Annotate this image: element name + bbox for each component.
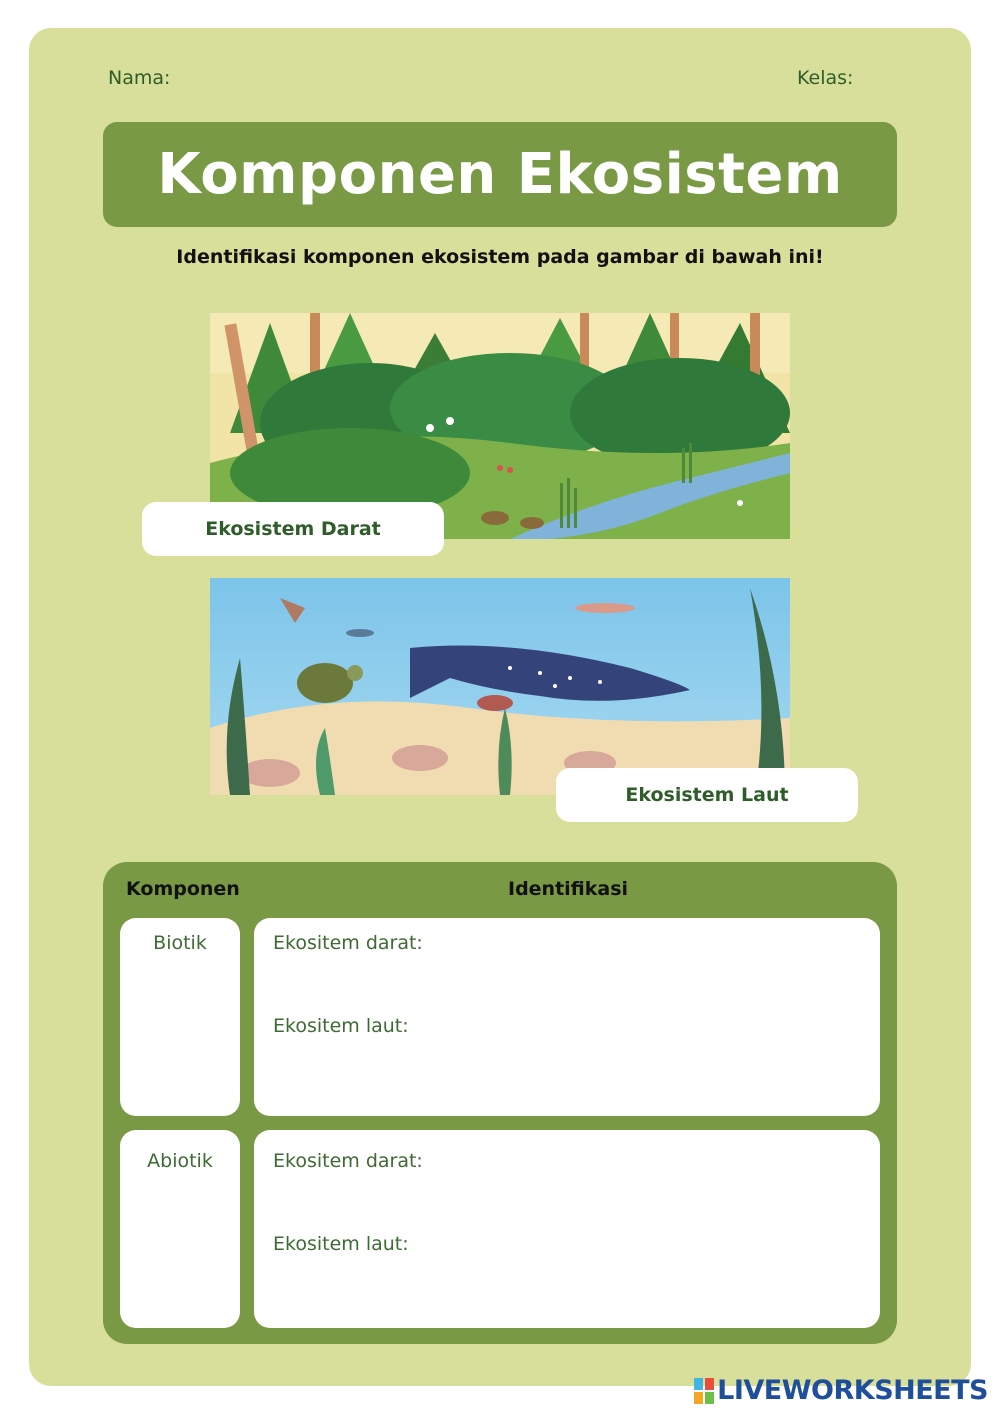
- sea-ecosystem-label: Ekosistem Laut: [556, 768, 858, 822]
- liveworksheets-brand: [694, 1375, 988, 1406]
- class-input[interactable]: [862, 66, 956, 92]
- abiotic-land-label: Ekositem darat:: [273, 1150, 423, 1172]
- title-banner: [103, 122, 897, 227]
- brand-name: LIVEWORKSHEETS: [717, 1375, 988, 1406]
- ocean-illustration: [210, 578, 790, 795]
- biotic-sea-input[interactable]: [425, 1014, 864, 1040]
- name-input[interactable]: [180, 66, 504, 92]
- biotic-land-input[interactable]: [440, 931, 864, 957]
- biotic-sea-label: Ekositem laut:: [273, 1015, 409, 1037]
- biotic-label: Biotik: [153, 932, 207, 954]
- brand-logo-icon: [694, 1378, 714, 1404]
- header-component: Komponen: [126, 878, 240, 900]
- class-label: Kelas:: [797, 67, 854, 89]
- sea-ecosystem-image: [210, 578, 790, 795]
- abiotic-sea-input[interactable]: [425, 1232, 864, 1258]
- name-label: Nama:: [108, 67, 171, 89]
- abiotic-sea-label: Ekositem laut:: [273, 1233, 409, 1255]
- biotic-land-label: Ekositem darat:: [273, 932, 423, 954]
- abiotic-land-input[interactable]: [440, 1149, 864, 1175]
- page-title: Komponen Ekosistem: [157, 142, 843, 207]
- header-identification: Identifikasi: [508, 878, 629, 900]
- abiotic-label: Abiotik: [147, 1150, 213, 1172]
- land-ecosystem-label: Ekosistem Darat: [142, 502, 444, 556]
- instruction-text: Identifikasi komponen ekosistem pada gambar di bawah ini!: [176, 246, 824, 268]
